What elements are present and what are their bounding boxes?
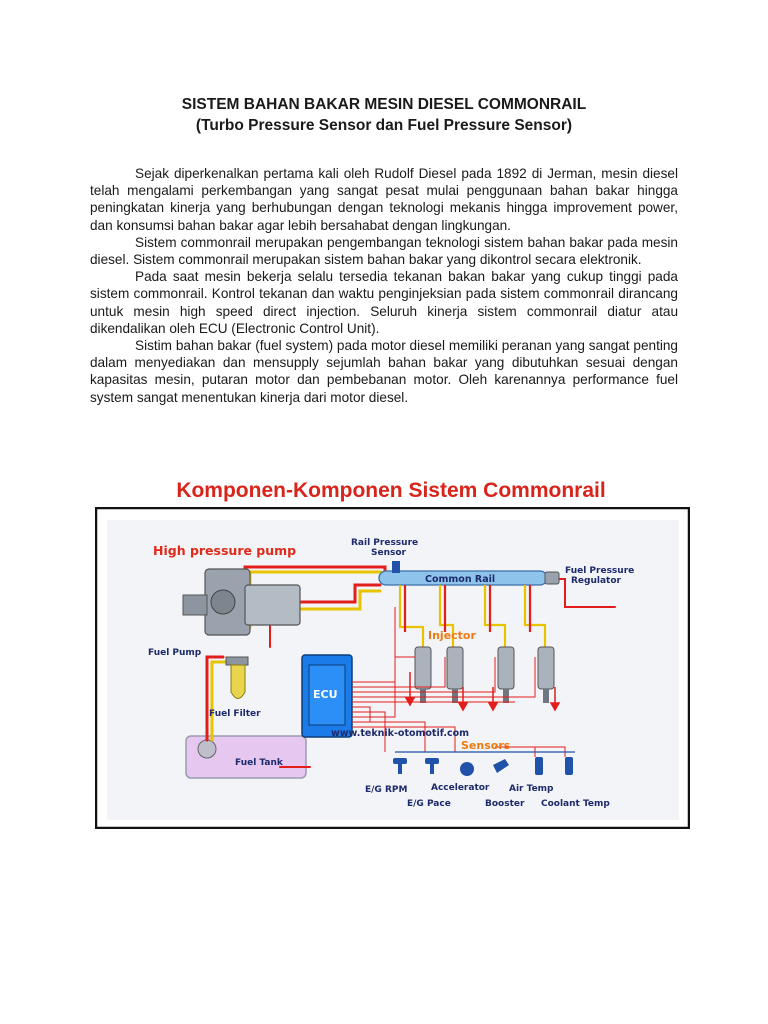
label-fuel-pressure-regulator-2: Regulator [571,576,621,586]
label-high-pressure-pump: High pressure pump [153,543,297,558]
document-title: SISTEM BAHAN BAKAR MESIN DIESEL COMMONRAIL [181,96,587,113]
label-booster: Booster [485,799,525,809]
label-coolant-temp: Coolant Temp [541,799,610,809]
label-accelerator: Accelerator [431,783,490,793]
paragraph: Sistem commonrail merupakan pengembangan teknologi sistem bahan bakar pada mesin diesel. Sistem commonrail merupakan sistem bahan bakar yang dikontrol secara elektronik. [90,234,678,268]
commonrail-diagram [95,507,690,829]
label-sensors: Sensors [461,739,511,752]
label-eg-rpm: E/G RPM [365,785,408,795]
label-rail-pressure-sensor: Rail Pressure [351,538,419,548]
document-subtitle: (Turbo Pressure Sensor dan Fuel Pressure Sensor) [195,117,573,134]
label-website: www.teknik-otomotif.com [331,728,470,739]
label-common-rail: Common Rail [425,574,496,585]
paragraph: Sejak diperkenalkan pertama kali oleh Rudolf Diesel pada 1892 di Jerman, mesin diesel telah mengalami perkembangan yang sangat pesat mulai penggunaan bahan bakar hingga peningkatan kinerja yang berhubungan dengan teknologi mekanis hingga improvement power, dan konsumsi bahan bakar agar lebih bersahabat dengan lingkungan. [90,166,678,233]
fuel-tank-pump-shape [198,740,216,758]
label-fuel-pressure-regulator: Fuel Pressure [565,566,635,576]
label-fuel-filter: Fuel Filter [209,709,261,719]
label-fuel-pump: Fuel Pump [148,648,202,658]
label-ecu: ECU [313,688,338,701]
paragraph: Pada saat mesin bekerja selalu tersedia tekanan bakan bakar yang cukup tinggi pada sistem commonrail. Kontrol tekanan dan waktu penginjeksian pada sistem commonrail dirancang untuk mesin high speed direct injection. Seluruh kinerja sistem commonrail diatur atau dikendalikan oleh ECU (Electronic Control Unit). [90,269,678,336]
figure-title: Komponen-Komponen Sistem Commonrail [176,479,606,502]
label-eg-pace: E/G Pace [407,799,451,809]
label-injector: Injector [428,629,476,642]
body-text [90,165,678,406]
label-fuel-tank: Fuel Tank [235,758,283,768]
rail-pressure-sensor-shape [392,561,400,573]
paragraph: Sistim bahan bakar (fuel system) pada motor diesel memiliki peranan yang sangat penting dalam menyediakan dan mensupply sejumlah bahan bakar yang dibutuhkan sesuai dengan kapasitas mesin, putaran motor dan pembebanan motor. Oleh karenannya performance fuel system sangat menentukan kinerja dari motor diesel. [90,338,678,405]
label-air-temp: Air Temp [509,784,554,794]
label-rail-pressure-sensor-2: Sensor [371,548,406,558]
fuel-pressure-regulator-shape [545,572,559,584]
